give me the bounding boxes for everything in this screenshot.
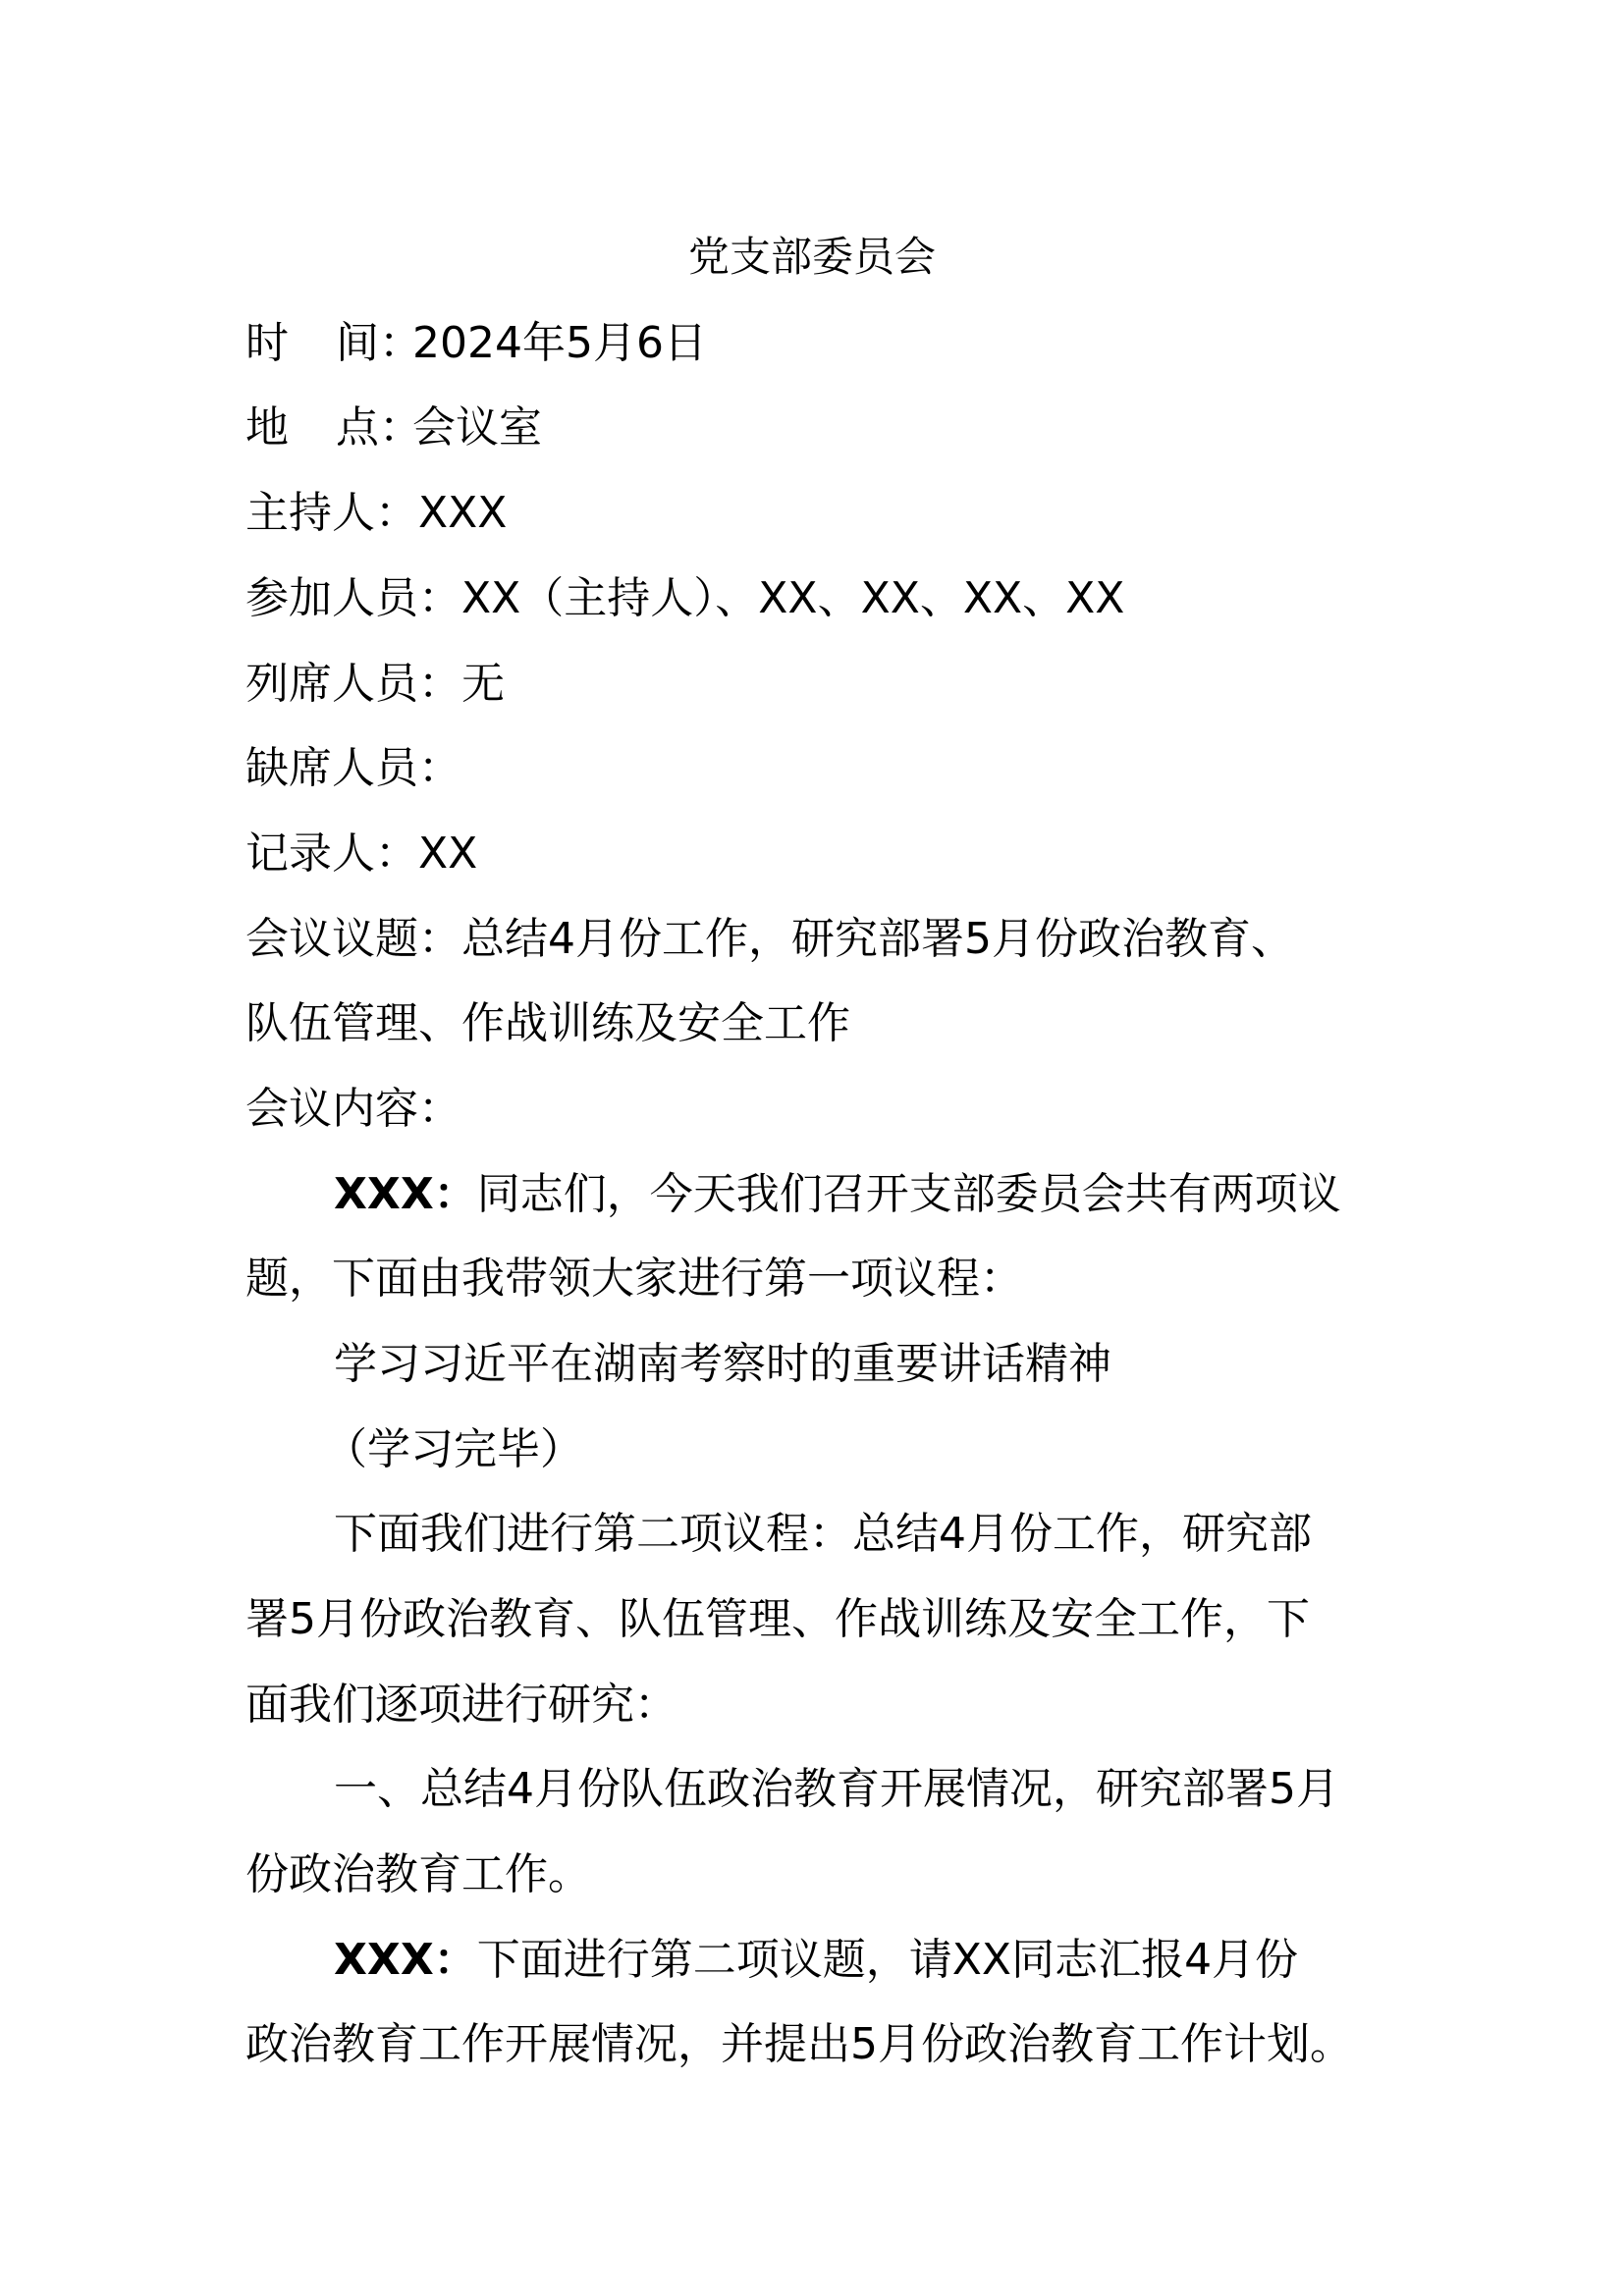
content-label: 会议内容： — [245, 1084, 461, 1134]
paragraph-2-line-1: 下面我们进行第二项议程：总结4月份工作，研究部 — [334, 1509, 1312, 1559]
paragraph-2-line-2: 署5月份政治教育、队伍管理、作战训练及安全工作，下 — [245, 1594, 1310, 1644]
recorder-field: 记录人：XX — [245, 828, 478, 879]
paragraph-1-line-2: 题，下面由我带领大家进行第一项议程： — [245, 1254, 1023, 1304]
time-label: 时 间： — [245, 318, 422, 368]
time-field — [245, 314, 707, 373]
study-done: （学习完毕） — [324, 1424, 583, 1474]
participants-field: 参加人员：XX（主持人）、XX、XX、XX、XX — [245, 573, 1125, 623]
place-value: 会议室 — [412, 402, 542, 453]
place-field — [245, 399, 542, 457]
host-field: 主持人：XXX — [245, 488, 508, 538]
absent-field: 缺席人员： — [245, 743, 461, 793]
attendees-field: 列席人员：无 — [245, 659, 505, 709]
speaker-label: XXX： — [334, 1935, 477, 1985]
document-title: 党支部委员会 — [687, 233, 936, 281]
paragraph-3-line-1: XXX：下面进行第二项议题，请XX同志汇报4月份 — [334, 1935, 1299, 1985]
study-title: 学习习近平在湖南考察时的重要讲话精神 — [334, 1339, 1111, 1389]
time-value: 2024年5月6日 — [412, 318, 707, 368]
topic-line-1: 会议议题：总结4月份工作，研究部署5月份政治教育、 — [245, 914, 1294, 964]
paragraph-3-line-2: 政治教育工作开展情况，并提出5月份政治教育工作计划。 — [245, 2019, 1353, 2069]
item-1-line-1: 一、总结4月份队伍政治教育开展情况，研究部署5月 — [334, 1764, 1339, 1814]
speaker-label: XXX： — [334, 1169, 477, 1219]
item-1-line-2: 份政治教育工作。 — [245, 1849, 591, 1899]
paragraph-1-line-1: XXX：同志们，今天我们召开支部委员会共有两项议 — [334, 1169, 1341, 1219]
place-label: 地 点： — [245, 402, 422, 453]
topic-line-2: 队伍管理、作战训练及安全工作 — [245, 998, 850, 1048]
paragraph-2-line-3: 面我们逐项进行研究： — [245, 1680, 677, 1730]
